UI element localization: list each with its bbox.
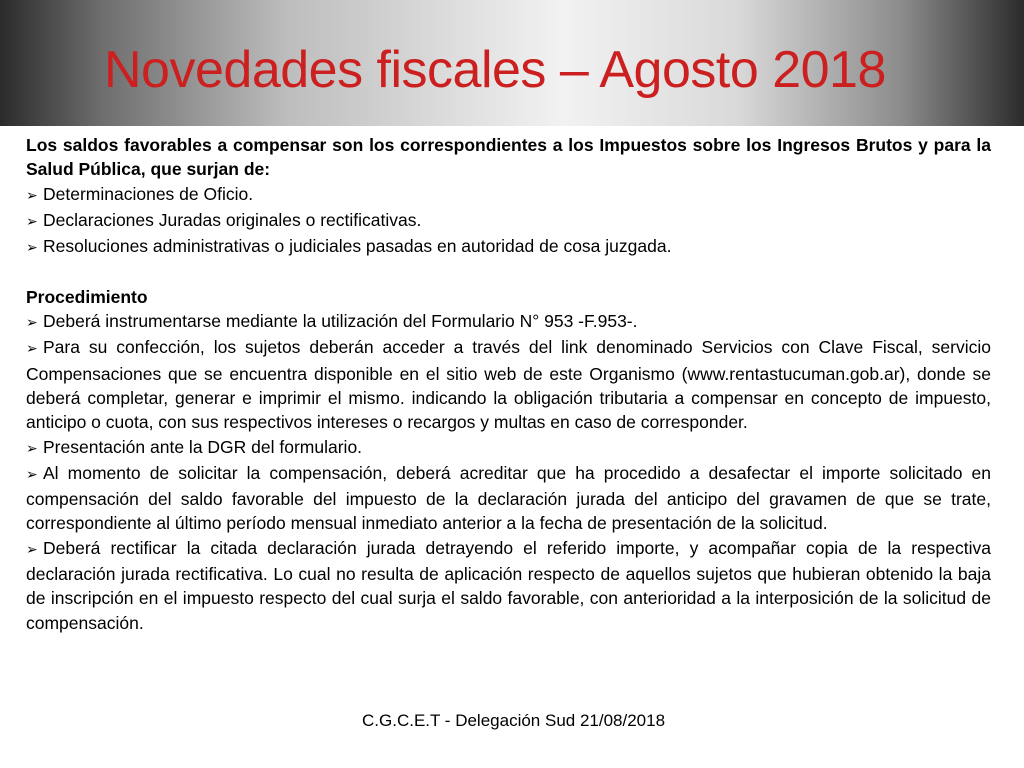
bullet-item (26, 435, 991, 461)
bullet-text: Deberá instrumentarse mediante la utilización del Formulario N° 953 -F.953-. (43, 311, 638, 332)
arrow-bullet-icon: ➢ (26, 341, 38, 358)
arrow-bullet-icon: ➢ (26, 315, 38, 332)
arrow-bullet-icon: ➢ (26, 213, 38, 230)
bullet-item (26, 182, 991, 208)
arrow-bullet-icon: ➢ (26, 240, 38, 257)
intro-text: Los saldos favorables a compensar son los correspondientes a los Impuestos sobre los Ingresos Brutos y para la Salud Pública, que surjan de: (26, 135, 991, 180)
bullet-text: Para su confección, los sujetos deberán acceder a través del link denominado Servicios con Clave Fiscal, servicio Compensaciones que se encuentra disponible en el sitio web de este Organismo (www.rentastucuman.gob.ar), donde se deberá completar, generar e imprimir el mismo. indicando la obligación tributaria a compensar en concepto de impuesto, anticipo o cuota, con sus respectivos intereses o recargos y multas en caso de corresponder. (26, 337, 991, 433)
bullet-text: Presentación ante la DGR del formulario. (43, 436, 363, 457)
bullet-text: Determinaciones de Oficio. (43, 183, 254, 204)
bullet-item (26, 208, 991, 234)
bullet-item (26, 461, 991, 536)
procedure-heading: Procedimiento (26, 286, 148, 307)
slide-content (26, 133, 991, 635)
arrow-bullet-icon: ➢ (26, 440, 38, 457)
spacer (26, 260, 991, 284)
footer-text: C.G.C.E.T - Delegación Sud 21/08/2018 (362, 711, 666, 730)
header-banner (0, 0, 1024, 126)
arrow-bullet-icon: ➢ (26, 187, 38, 204)
bullet-item (26, 234, 991, 260)
bullet-text: Declaraciones Juradas originales o rectificativas. (43, 209, 422, 230)
bullet-item (26, 309, 991, 335)
bullet-item (26, 335, 991, 434)
slide-title: Novedades fiscales – Agosto 2018 (104, 41, 886, 99)
bullet-text: Deberá rectificar la citada declaración jurada detrayendo el referido importe, y acompañar copia de la respectiva declaración jurada rectificativa. Lo cual no resulta de aplicación respecto de aquellos sujetos que hubieran obtenido la baja de inscripción en el impuesto respecto del cual surja el saldo favorable, con anterioridad a la interposición de la solicitud de compensación. (26, 537, 991, 633)
arrow-bullet-icon: ➢ (26, 541, 38, 558)
bullet-text: Al momento de solicitar la compensación, deberá acreditar que ha procedido a desafectar el importe solicitado en compensación del saldo favorable del impuesto de la declaración jurada del anticipo del gravamen de que se trate, correspondiente al último período mensual inmediato anterior a la fecha de presentación de la solicitud. (26, 462, 991, 534)
bullet-item (26, 536, 991, 635)
arrow-bullet-icon: ➢ (26, 466, 38, 483)
bullet-text: Resoluciones administrativas o judiciales pasadas en autoridad de cosa juzgada. (43, 236, 672, 257)
